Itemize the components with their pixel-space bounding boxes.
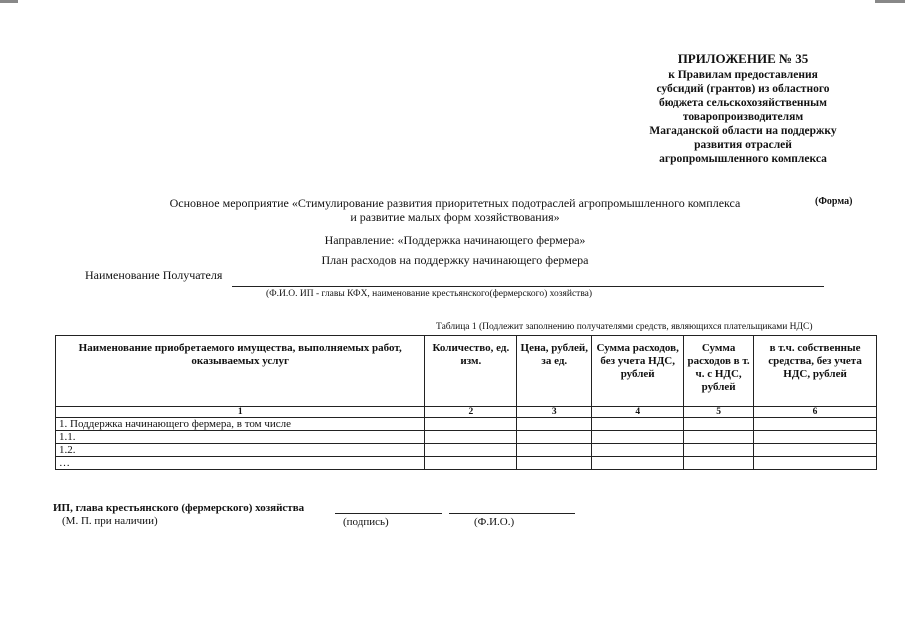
column-number: 4 [592, 407, 684, 418]
direction-text: Направление: «Поддержка начинающего фермера» [324, 233, 586, 247]
row-label: 1.1. [56, 431, 425, 444]
recipient-field[interactable] [232, 286, 824, 287]
form-label: (Форма) [815, 196, 853, 207]
table-cell[interactable] [517, 444, 592, 457]
recipient-hint: (Ф.И.О. ИП - главы КФХ, наименование крестьянского(фермерского) хозяйства) [266, 289, 593, 299]
appendix-line: Магаданской области на поддержку [649, 125, 837, 137]
signature-label: (подпись) [343, 516, 389, 528]
table-cell[interactable] [754, 431, 877, 444]
column-number: 1 [56, 407, 425, 418]
appendix-line: субсидий (грантов) из областного [656, 83, 830, 95]
appendix-title: ПРИЛОЖЕНИЕ № 35 [677, 51, 809, 66]
table-cell[interactable] [592, 444, 684, 457]
row-label: 1. Поддержка начинающего фермера, в том числе [56, 418, 425, 431]
table-header-row [56, 336, 877, 407]
table-cell[interactable] [684, 444, 754, 457]
table-cell[interactable] [517, 418, 592, 431]
seal-note: (М. П. при наличии) [62, 515, 158, 527]
table-cell[interactable] [517, 431, 592, 444]
table-cell[interactable] [754, 457, 877, 470]
signature-field[interactable] [335, 513, 442, 514]
appendix-line: товаропроизводителям [682, 111, 804, 123]
row-label: 1.2. [56, 444, 425, 457]
table-cell[interactable] [684, 457, 754, 470]
table-cell[interactable] [754, 444, 877, 457]
expense-table [55, 335, 877, 470]
column-number: 5 [684, 407, 754, 418]
column-number-row [56, 407, 877, 418]
column-header: Сумма расходов, без учета НДС, рублей [592, 336, 684, 407]
appendix-line: развития отраслей [694, 139, 792, 151]
table-cell[interactable] [425, 457, 517, 470]
scan-edge-mark [875, 0, 905, 3]
column-header: Сумма расходов в т. ч. с НДС, рублей [684, 336, 754, 407]
event-title-line: и развитие малых форм хозяйствования» [350, 210, 560, 224]
column-number: 3 [517, 407, 592, 418]
fio-field[interactable] [449, 513, 575, 514]
appendix-line: бюджета сельскохозяйственным [659, 97, 827, 109]
plan-title: План расходов на поддержку начинающего фермера [321, 253, 589, 267]
event-title [120, 196, 790, 224]
table-cell[interactable] [517, 457, 592, 470]
table-cell[interactable] [684, 418, 754, 431]
table-cell[interactable] [425, 418, 517, 431]
column-header: Наименование приобретаемого имущества, выполняемых работ, оказываемых услуг [56, 336, 425, 407]
column-header: Количество, ед. изм. [425, 336, 517, 407]
column-header: в т.ч. собственные средства, без учета НДС, рублей [754, 336, 877, 407]
column-number: 2 [425, 407, 517, 418]
column-number: 6 [754, 407, 877, 418]
table-cell[interactable] [592, 431, 684, 444]
table-cell[interactable] [592, 457, 684, 470]
table-row [56, 444, 877, 457]
table-row [56, 431, 877, 444]
table-cell[interactable] [684, 431, 754, 444]
table-cell[interactable] [754, 418, 877, 431]
fio-label: (Ф.И.О.) [474, 516, 515, 528]
row-label: … [56, 457, 425, 470]
scan-edge-mark [0, 0, 18, 3]
table-row [56, 418, 877, 431]
event-title-line: Основное мероприятие «Стимулирование развития приоритетных подотраслей агропромышленного комплекса [169, 196, 741, 210]
appendix-line: к Правилам предоставления [668, 69, 818, 81]
appendix-line: агропромышленного комплекса [659, 153, 827, 165]
table-cell[interactable] [592, 418, 684, 431]
table-cell[interactable] [425, 444, 517, 457]
table-note: Таблица 1 (Подлежит заполнению получателями средств, являющихся плательщиками НДС) [436, 322, 813, 332]
table-cell[interactable] [425, 431, 517, 444]
recipient-label: Наименование Получателя [85, 268, 223, 282]
table-row [56, 457, 877, 470]
appendix-block [628, 52, 858, 166]
column-header: Цена, рублей, за ед. [517, 336, 592, 407]
signatory-title: ИП, глава крестьянского (фермерского) хозяйства [53, 502, 305, 514]
